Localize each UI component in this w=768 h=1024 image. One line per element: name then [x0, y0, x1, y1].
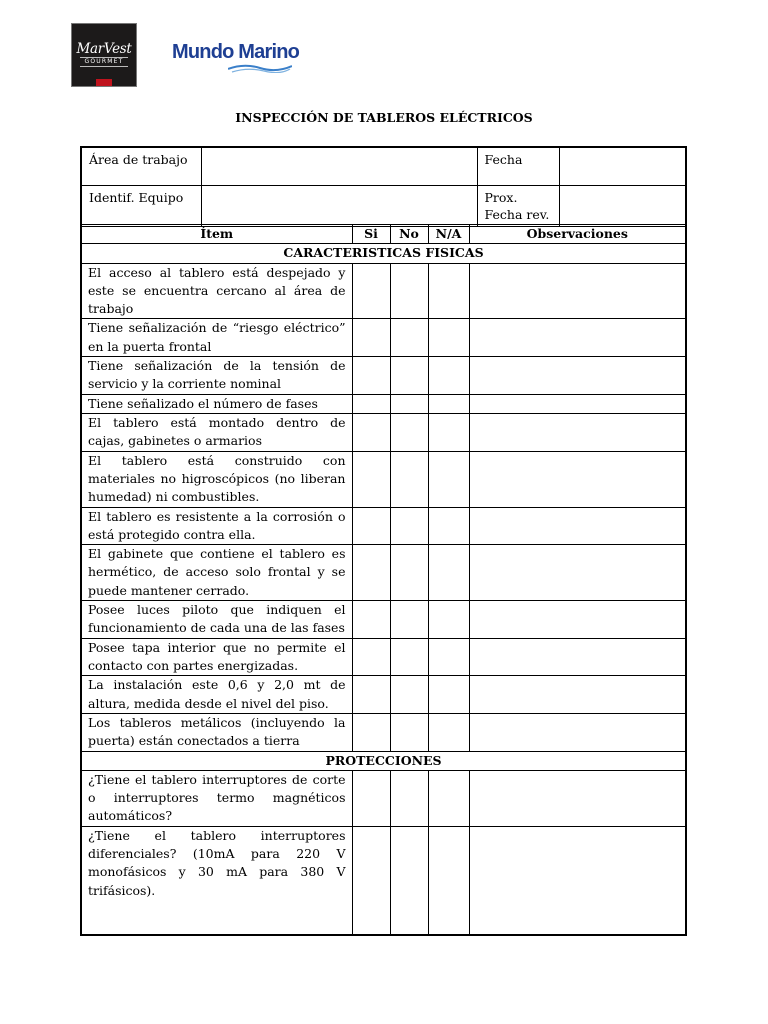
- prox-label-line1: Prox.: [484, 189, 518, 205]
- na-cell[interactable]: [428, 713, 469, 751]
- na-cell[interactable]: [428, 319, 469, 357]
- checklist-item: Posee tapa interior que no permite el contacto con partes energizadas.: [81, 638, 352, 676]
- checklist-item: Los tableros metálicos (incluyendo la puerta) están conectados a tierra: [81, 713, 352, 751]
- no-cell[interactable]: [390, 413, 428, 451]
- no-cell[interactable]: [390, 319, 428, 357]
- no-cell[interactable]: [390, 545, 428, 601]
- checklist-item: El tablero es resistente a la corrosión o está protegido contra ella.: [81, 507, 352, 545]
- checklist-item: Tiene señalización de la tensión de servicio y la corriente nominal: [81, 357, 352, 395]
- area-label: Área de trabajo: [81, 147, 201, 185]
- na-cell[interactable]: [428, 451, 469, 507]
- prox-label: [477, 185, 559, 226]
- observaciones-cell[interactable]: [469, 394, 686, 413]
- si-cell[interactable]: [352, 451, 390, 507]
- na-cell[interactable]: [428, 770, 469, 826]
- fecha-label: Fecha: [477, 147, 559, 185]
- marvest-logo-name: MarVest: [76, 41, 132, 57]
- observaciones-cell[interactable]: [469, 826, 686, 935]
- na-cell[interactable]: [428, 394, 469, 413]
- na-cell[interactable]: [428, 263, 469, 319]
- column-header-item: Ítem: [81, 225, 352, 244]
- checklist-table: [80, 224, 687, 936]
- si-cell[interactable]: [352, 394, 390, 413]
- si-cell[interactable]: [352, 638, 390, 676]
- na-cell[interactable]: [428, 638, 469, 676]
- si-cell[interactable]: [352, 413, 390, 451]
- column-header-na: N/A: [428, 225, 469, 244]
- si-cell[interactable]: [352, 263, 390, 319]
- observaciones-cell[interactable]: [469, 451, 686, 507]
- observaciones-cell[interactable]: [469, 601, 686, 639]
- no-cell[interactable]: [390, 676, 428, 714]
- na-cell[interactable]: [428, 545, 469, 601]
- observaciones-cell[interactable]: [469, 507, 686, 545]
- no-cell[interactable]: [390, 394, 428, 413]
- na-cell[interactable]: [428, 826, 469, 935]
- no-cell[interactable]: [390, 770, 428, 826]
- na-cell[interactable]: [428, 357, 469, 395]
- column-header-observaciones: Observaciones: [469, 225, 686, 244]
- si-cell[interactable]: [352, 826, 390, 935]
- fecha-field[interactable]: [559, 147, 686, 185]
- na-cell[interactable]: [428, 507, 469, 545]
- si-cell[interactable]: [352, 601, 390, 639]
- si-cell[interactable]: [352, 357, 390, 395]
- observaciones-cell[interactable]: [469, 263, 686, 319]
- column-header-si: Si: [352, 225, 390, 244]
- equipo-field[interactable]: [201, 185, 477, 226]
- area-field[interactable]: [201, 147, 477, 185]
- na-cell[interactable]: [428, 676, 469, 714]
- no-cell[interactable]: [390, 601, 428, 639]
- checklist-item: El gabinete que contiene el tablero es hermético, de acceso solo frontal y se puede mantener cerrado.: [81, 545, 352, 601]
- si-cell[interactable]: [352, 545, 390, 601]
- no-cell[interactable]: [390, 357, 428, 395]
- mundo-marino-logo: [162, 23, 300, 87]
- checklist-item: Tiene señalizado el número de fases: [81, 394, 352, 413]
- checklist-item: El acceso al tablero está despejado y este se encuentra cercano al área de trabajo: [81, 263, 352, 319]
- na-cell[interactable]: [428, 601, 469, 639]
- marvest-logo-sub: GOURMET: [80, 57, 128, 67]
- si-cell[interactable]: [352, 319, 390, 357]
- si-cell[interactable]: [352, 676, 390, 714]
- observaciones-cell[interactable]: [469, 413, 686, 451]
- section-title-protecciones: PROTECCIONES: [81, 751, 686, 770]
- checklist-item: ¿Tiene el tablero interruptores diferenciales? (10mA para 220 V monofásicos y 30 mA para 380 V trifásicos).: [81, 826, 352, 935]
- no-cell[interactable]: [390, 826, 428, 935]
- si-cell[interactable]: [352, 770, 390, 826]
- si-cell[interactable]: [352, 507, 390, 545]
- marvest-logo: [71, 23, 137, 87]
- header-table: [80, 146, 687, 227]
- checklist-item: Tiene señalización de “riesgo eléctrico” en la puerta frontal: [81, 319, 352, 357]
- checklist-item: El tablero está montado dentro de cajas, gabinetes o armarios: [81, 413, 352, 451]
- observaciones-cell[interactable]: [469, 319, 686, 357]
- no-cell[interactable]: [390, 713, 428, 751]
- column-header-no: No: [390, 225, 428, 244]
- checklist-item: La instalación este 0,6 y 2,0 mt de altura, medida desde el nivel del piso.: [81, 676, 352, 714]
- checklist-item: Posee luces piloto que indiquen el funcionamiento de cada una de las fases: [81, 601, 352, 639]
- observaciones-cell[interactable]: [469, 770, 686, 826]
- si-cell[interactable]: [352, 713, 390, 751]
- observaciones-cell[interactable]: [469, 638, 686, 676]
- no-cell[interactable]: [390, 451, 428, 507]
- equipo-label: Identif. Equipo: [81, 185, 201, 226]
- observaciones-cell[interactable]: [469, 545, 686, 601]
- marvest-logo-bar: [96, 79, 112, 86]
- observaciones-cell[interactable]: [469, 676, 686, 714]
- no-cell[interactable]: [390, 638, 428, 676]
- na-cell[interactable]: [428, 413, 469, 451]
- observaciones-cell[interactable]: [469, 713, 686, 751]
- prox-field[interactable]: [559, 185, 686, 226]
- checklist-item: El tablero está construido con materiales no higroscópicos (no liberan humedad) ni combustibles.: [81, 451, 352, 507]
- prox-label-line2: Fecha rev.: [484, 206, 550, 222]
- wave-icon: [228, 63, 292, 73]
- no-cell[interactable]: [390, 507, 428, 545]
- section-title-caracteristicas: CARACTERISTICAS FISICAS: [81, 244, 686, 263]
- no-cell[interactable]: [390, 263, 428, 319]
- observaciones-cell[interactable]: [469, 357, 686, 395]
- checklist-item: ¿Tiene el tablero interruptores de corte o interruptores termo magnéticos automáticos?: [81, 770, 352, 826]
- document-title: INSPECCIÓN DE TABLEROS ELÉCTRICOS: [235, 110, 533, 125]
- mundo-marino-logo-name: Mundo Marino: [172, 41, 300, 63]
